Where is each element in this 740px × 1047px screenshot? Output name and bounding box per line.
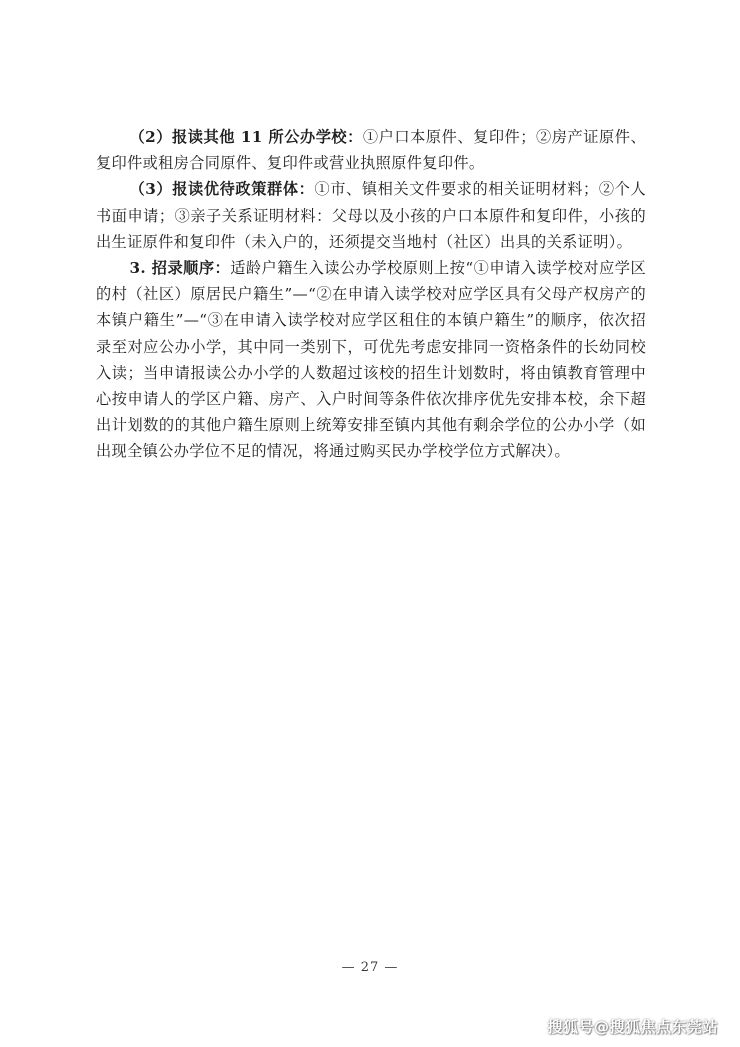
paragraph-text: ①市、镇相关文件要求的相关证明材料；②个人书面申请；③亲子关系证明材料：父母以及小孩的户口本原件和复印件，小孩的出生证原件和复印件（未入户的，还须提交当地村（社区）出具的关系证明）。 (96, 180, 646, 251)
paragraph-text: ①户口本原件、复印件；②房产证原件、复印件或租房合同原件、复印件或营业执照原件复印件。 (96, 128, 646, 173)
paragraph-other-schools (96, 124, 646, 176)
source-watermark: 搜狐号@搜狐焦点东莞站 (547, 1018, 718, 1036)
paragraph-preferential-policy (96, 176, 646, 255)
paragraph-admission-order (96, 255, 646, 465)
paragraph-heading: 3. 招录顺序： (129, 259, 231, 278)
paragraph-text: 适龄户籍生入读公办学校原则上按“①申请入读学校对应学区的村（社区）原居民户籍生”—“②在申请入读学校对应学区具有父母产权房产的本镇户籍生”—“③在申请入读学校对应学区租住的本镇户籍生”的顺序，依次招录至对应公办小学，其中同一类别下，可优先考虑安排同一资格条件的长幼同校入读；当申请报读公办小学的人数超过该校的招生计划数时，将由镇教育管理中心按申请人的学区户籍、房产、入户时间等条件依次排序优先安排本校，余下超出计划数的的其他户籍生原则上统筹安排至镇内其他有剩余学位的公办小学（如出现全镇公办学位不足的情况，将通过购买民办学校学位方式解决）。 (96, 259, 646, 461)
document-body (96, 124, 646, 465)
paragraph-heading: （3）报读优待政策群体： (129, 180, 315, 199)
paragraph-heading: （2）报读其他 11 所公办学校： (129, 128, 363, 146)
page-number: — 27 — (341, 960, 399, 975)
